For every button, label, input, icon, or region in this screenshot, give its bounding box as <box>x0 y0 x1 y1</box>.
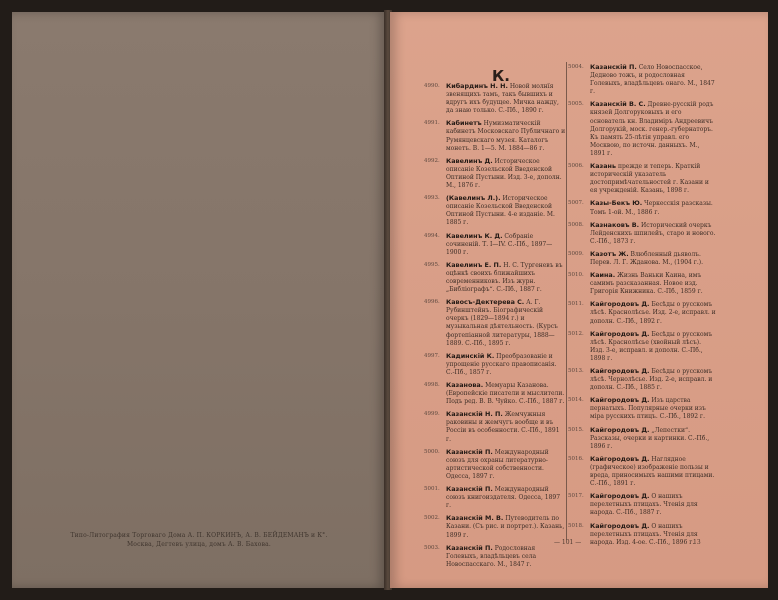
entry-text: Новой молнїя звенящихъ тамъ, такъ бывшихъ и вдругъ ихъ будущее. Мичка нажду, да знаю только. С.-Пб., 1890 г. <box>446 83 559 115</box>
entry-body <box>446 381 566 406</box>
entry-text: Наглядное (графическое) изображеніе пользы и вреда, приносимыхъ нашими птицами. С.-Пб., 1891 г. <box>590 455 715 488</box>
catalog-column-2 <box>568 63 716 551</box>
entry-number: 4997. <box>424 352 440 359</box>
entry-text: Н. С. Тургеневъ въ оцѣнкѣ своихъ ближайшихъ современниковъ. Изъ журн. „Библіографъ“. С.-Пб., 1887 г. <box>446 261 563 294</box>
entry-body <box>590 199 716 216</box>
entry-text: Исторический очеркъ Лейденскихъ шпилейъ, старо и нового. С.-Пб., 1873 г. <box>590 221 716 245</box>
entry-number: 5003. <box>424 544 440 551</box>
page-number-center: — 101 — <box>554 539 582 546</box>
entry-author: Кавелинъ Д. <box>446 156 493 165</box>
entry-text: Преобразованіе и упрощеніе русскаго правописанія. С.-Пб., 1857 г. <box>446 352 557 376</box>
entry-number: 5017. <box>568 493 584 500</box>
column-divider <box>566 62 567 540</box>
entry-body <box>446 194 566 227</box>
entry-number: 5006. <box>568 163 584 170</box>
catalog-entry <box>424 261 566 294</box>
entry-number: 4994. <box>424 232 440 239</box>
catalog-entry <box>424 448 566 481</box>
entry-author: Кайгородовъ Д. <box>590 300 650 309</box>
entry-body <box>446 232 566 257</box>
entry-number: 5010. <box>568 272 584 279</box>
entry-body <box>590 426 716 451</box>
entry-text: Историческое описаніе Козельской Введенской Оптиной Пустыни. 4-е изданіе. М. 1885 г. <box>446 195 555 227</box>
catalog-entry <box>568 492 716 517</box>
catalog-entry <box>424 410 566 443</box>
entry-text: Жемчужныя раковины и жемчугъ вообще и въ Россіи въ особенности. С.-Пб., 1891 г. <box>446 411 560 443</box>
catalog-entry <box>424 381 566 406</box>
entry-author: Кайгородовъ Д. <box>590 329 650 338</box>
catalog-entry <box>568 426 716 451</box>
entry-text: Собраніе сочиненій. Т. I—IV. С.-Пб., 1897—1900 г. <box>446 232 553 256</box>
entry-body <box>590 271 716 296</box>
printer-imprint-line-2: Москва, Дегтевъ улица, домъ А. В. Бахова. <box>126 541 272 548</box>
catalog-entry <box>424 194 566 227</box>
entry-author: Казанскій Н. П. <box>446 410 503 419</box>
entry-text: Международный союзъ для охраны литературно-артистической собственности. Одесса, 1897 г. <box>446 448 549 480</box>
entry-author: Казы-Бекъ Ю. <box>590 199 643 208</box>
entry-author: Кайгородовъ Д. <box>590 367 650 375</box>
entry-author: Кайгородовъ Д. <box>590 492 650 501</box>
entry-body <box>590 63 716 96</box>
entry-number: 5001. <box>424 486 440 493</box>
entry-number: 5007. <box>568 200 584 207</box>
entry-author: Кабинетъ <box>446 119 482 128</box>
entry-author: Казанскій М. В. <box>446 514 504 523</box>
catalog-column-1 <box>424 82 566 573</box>
entry-body <box>446 261 566 294</box>
entry-number: 5014. <box>568 397 584 404</box>
catalog-entry <box>568 199 716 216</box>
entry-number: 4990. <box>424 83 440 89</box>
entry-body <box>446 485 566 510</box>
printer-imprint-line-1: Типо-Литография Торговаго Дома А. П. КОРКИНЪ, А. В. БЕЙДЕМАНЪ и К°. <box>70 532 328 539</box>
entry-text: Мемуары Казанова. (Европейскіе писатели и мыслители. Подъ ред. В. В. Чуйко. С.-Пб., 1887 г. <box>446 382 565 406</box>
entry-text: Путеводитель по Казани. (Съ рис. и портрет.). Казань, 1899 г. <box>446 515 565 539</box>
entry-body <box>446 82 566 115</box>
entry-author: Кадинскій К. <box>446 351 495 360</box>
entry-number: 4992. <box>424 157 440 164</box>
entry-body <box>590 250 716 267</box>
catalog-entry <box>424 82 566 115</box>
catalog-entry <box>568 250 716 267</box>
catalog-entry <box>424 232 566 257</box>
entry-author: Каина. <box>590 271 616 280</box>
entry-text: Международный союзъ книгоиздателя. Одесса, 1897 г. <box>446 486 561 510</box>
entry-number: 4995. <box>424 261 440 268</box>
entry-number: 5009. <box>568 250 584 257</box>
catalog-entry <box>568 162 716 195</box>
entry-number: 4993. <box>424 195 440 202</box>
entry-author: Казань <box>590 162 617 171</box>
entry-text: О нашихъ перелетныхъ птицахъ. Чтенія для народа. С.-Пб., 1887 г. <box>590 493 698 517</box>
entry-body <box>590 455 716 488</box>
entry-author: Кайгородовъ Д. <box>590 425 650 434</box>
entry-body <box>446 448 566 481</box>
entry-body <box>446 157 566 190</box>
catalog-entry <box>568 100 716 158</box>
entry-number: 5005. <box>568 101 584 108</box>
entry-author: Казанскій П. <box>446 485 493 494</box>
entry-author: Кайгородовъ Д. <box>590 521 650 530</box>
entry-body <box>590 100 716 158</box>
entry-author: Кавелинъ Е. П. <box>446 260 502 269</box>
entry-author: Кайгородовъ Д. <box>590 454 650 463</box>
catalog-entry <box>568 271 716 296</box>
entry-number: 5008. <box>568 221 584 228</box>
entry-body <box>590 330 716 363</box>
entry-text: Черкесскія разсказы. Томъ 1-ой. М., 1886 г. <box>590 200 713 216</box>
catalog-entry <box>568 330 716 363</box>
catalog-entry <box>568 396 716 421</box>
entry-text: Родословная Голевыхъ, владѣльцевъ села Новоспасскаго. М., 1847 г. <box>446 544 537 568</box>
entry-text: Жизнь Ваньки Каина, имъ самимъ разсказанная. Новое изд. Григорія Книжника. С.-Пб., 1859 г. <box>590 272 703 296</box>
left-page-cover <box>12 12 386 588</box>
entry-text: Влюбленный дьяволъ. Перев. Л. Г. Жданова. М., (1904 г.). <box>590 250 704 266</box>
entry-number: 5016. <box>568 455 584 462</box>
catalog-entry <box>424 544 566 569</box>
entry-body <box>446 544 566 569</box>
entry-text: Бесѣды о русскомъ лѣсѣ. Краснолѣсье (хвойный лѣсъ). Изд. 3-е, исправл. и дополн. С.-Пб., 1898 г. <box>590 330 713 362</box>
entry-author: Казотъ Ж. <box>590 249 629 258</box>
catalog-entry <box>424 514 566 539</box>
entry-number: 5018. <box>568 522 584 529</box>
entry-number: 4999. <box>424 411 440 418</box>
entry-body <box>446 514 566 539</box>
entry-author: Казанскій П. <box>446 447 493 456</box>
entry-text: Изъ царства пернатыхъ. Популярные очерки изъ міра русскихъ птицъ. С.-Пб., 1892 г. <box>590 397 706 421</box>
entry-number: 5013. <box>568 368 584 374</box>
entry-text: Историческое описаніе Козельской Введенской Оптиной Пустыни. Изд. 3-е, дополн. М., 1876 г. <box>446 157 562 190</box>
catalog-entry <box>568 455 716 488</box>
entry-text: А. Г. Рубинштейнъ. Біографическій очеркъ (1829—1894 г.) и музыкальная дѣятельность. (Курсъ фортепіанной литературы, 1888—1889. С.-Пб., 1895 г. <box>446 299 558 347</box>
entry-text: Нумизматическій кабинетъ Московскаго Публичнаго и Румянцевскаго музея. Каталогъ монетъ. В. 1—5. М. 1884—86 г. <box>446 120 566 152</box>
entry-number: 5000. <box>424 448 440 455</box>
catalog-entry <box>424 485 566 510</box>
entry-text: О нашихъ перелетныхъ птицахъ. Чтенія для народа. Изд. 4-ое. С.-Пб., 1896 г. <box>590 522 698 546</box>
entry-body <box>590 492 716 517</box>
catalog-entry <box>568 300 716 325</box>
entry-body <box>590 367 716 392</box>
entry-author: Казанова. <box>446 381 484 389</box>
entry-text: „Лепестки“. Разсказы, очерки и картинки. С.-Пб., 1896 г. <box>590 426 710 450</box>
entry-author: Казанскій В. С. <box>590 100 646 109</box>
catalog-entry <box>568 221 716 246</box>
signature-mark: 13 <box>693 539 701 546</box>
section-letter-heading: К. <box>492 67 510 85</box>
entry-body <box>590 396 716 421</box>
entry-author: Казанскій П. <box>590 63 637 71</box>
entry-number: 5002. <box>424 515 440 522</box>
catalog-entry <box>424 298 566 348</box>
entry-number: 4991. <box>424 120 440 127</box>
entry-author: (Кавелинъ Л.). <box>446 194 501 203</box>
entry-body <box>446 352 566 377</box>
entry-body <box>590 221 716 246</box>
entry-number: 5011. <box>568 301 584 308</box>
entry-author: Казнаковъ В. <box>590 220 640 229</box>
entry-text: Бесѣды о русскомъ лѣсѣ. Краснолѣсье. Изд. 2-е, исправл. и дополн. С.-Пб., 1892 г. <box>590 301 716 325</box>
entry-body <box>590 300 716 325</box>
entry-text: Древне-русскій родъ князей Долгоруковыхъ и его основатель кн. Владиміръ Андреевичъ Долгорукій, моск. генер.-губернаторъ. Къ память 25-лѣтія управл. его Москвою, по источн. данныхъ. М., 1891 г. <box>590 101 714 157</box>
entry-number: 4996. <box>424 299 440 306</box>
entry-body <box>590 162 716 195</box>
entry-author: Казанскій П. <box>446 543 493 552</box>
entry-number: 5004. <box>568 64 584 70</box>
entry-author: Кайгородовъ Д. <box>590 396 650 405</box>
entry-number: 5012. <box>568 330 584 337</box>
entry-text: Село Новоспасское, Дедново тожъ, и родословная Голевыхъ, владѣльцевъ онаго. М., 1847 г. <box>590 64 715 96</box>
entry-text: прежде и теперь. Краткій историческій указатель достопримѣчательностей г. Казани и ея учрежденій. Казань, 1898 г. <box>590 163 709 195</box>
catalog-entry <box>568 367 716 392</box>
entry-body <box>446 298 566 348</box>
entry-author: Кибардинъ Н. Н. <box>446 82 508 90</box>
entry-body <box>446 410 566 443</box>
catalog-entry <box>424 119 566 152</box>
entry-author: Кавелинъ К. Д. <box>446 231 503 240</box>
catalog-entry <box>424 352 566 377</box>
catalog-entry <box>568 63 716 96</box>
entry-body <box>446 119 566 152</box>
entry-number: 4998. <box>424 382 440 388</box>
entry-number: 5015. <box>568 426 584 433</box>
entry-author: Кавосъ-Дектерева С. <box>446 298 525 307</box>
entry-text: Бесѣды о русскомъ лѣсѣ. Чернолѣсье. Изд. 2-е, исправл. и дополн. С.-Пб., 1885 г. <box>590 368 713 392</box>
catalog-entry <box>424 157 566 190</box>
